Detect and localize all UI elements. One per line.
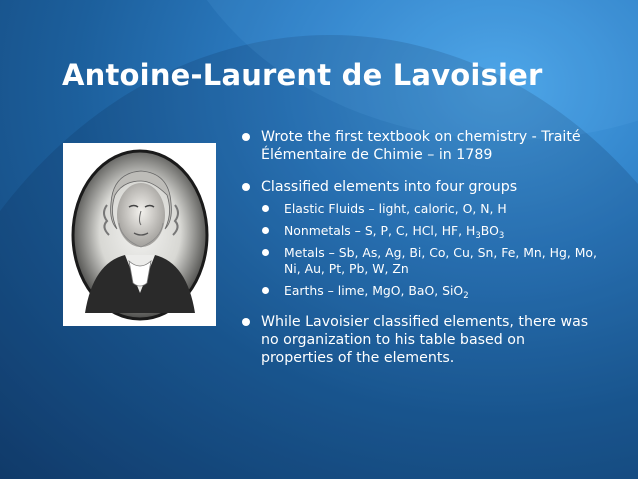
subscript: 2 bbox=[463, 291, 469, 301]
sub-bullet-earths bbox=[260, 283, 598, 299]
sub-bullet-elastic-fluids bbox=[260, 201, 598, 217]
sub-bullet-text bbox=[284, 223, 505, 241]
bullet-textbook bbox=[238, 128, 598, 164]
sub-bullet-text-part: Nonmetals – S, P, C, HCl, HF, H bbox=[284, 223, 476, 238]
subscript: 3 bbox=[498, 231, 505, 241]
bullet-dot-icon bbox=[242, 133, 250, 141]
sub-bullet-text bbox=[284, 283, 469, 301]
slide-title: Antoine-Laurent de Lavoisier bbox=[62, 58, 543, 92]
bullet-dot-icon bbox=[262, 227, 269, 234]
bullet-no-organization bbox=[238, 313, 598, 367]
sub-bullet-list bbox=[260, 201, 598, 299]
bullet-dot-icon bbox=[262, 249, 269, 256]
sub-bullet-nonmetals bbox=[260, 223, 598, 239]
bullet-list bbox=[238, 128, 598, 367]
slide-content bbox=[238, 128, 598, 381]
bullet-dot-icon bbox=[242, 318, 250, 326]
bullet-text: Wrote the first textbook on chemistry - Traité Élémentaire de Chimie – in 1789 bbox=[261, 129, 581, 163]
bullet-text: Classified elements into four groups bbox=[261, 179, 518, 195]
portrait-engraving bbox=[63, 143, 216, 326]
bullet-classified bbox=[238, 178, 598, 299]
bullet-dot-icon bbox=[242, 183, 250, 191]
sub-bullet-metals bbox=[260, 245, 598, 277]
sub-bullet-text: Metals – Sb, As, Ag, Bi, Co, Cu, Sn, Fe, Mn, Hg, Mo, Ni, Au, Pt, Pb, W, Zn bbox=[284, 245, 597, 276]
sub-bullet-text-part: Earths – lime, MgO, BaO, SiO bbox=[284, 283, 464, 298]
bullet-text: While Lavoisier classified elements, there was no organization to his table based on properties of the elements. bbox=[261, 314, 589, 366]
portrait-image bbox=[63, 143, 216, 326]
subscript: 3 bbox=[475, 231, 481, 241]
sub-bullet-text: Elastic Fluids – light, caloric, O, N, H bbox=[284, 201, 507, 216]
sub-bullet-text-part: BO bbox=[480, 223, 499, 238]
bullet-dot-icon bbox=[262, 287, 269, 294]
bullet-dot-icon bbox=[262, 205, 269, 212]
